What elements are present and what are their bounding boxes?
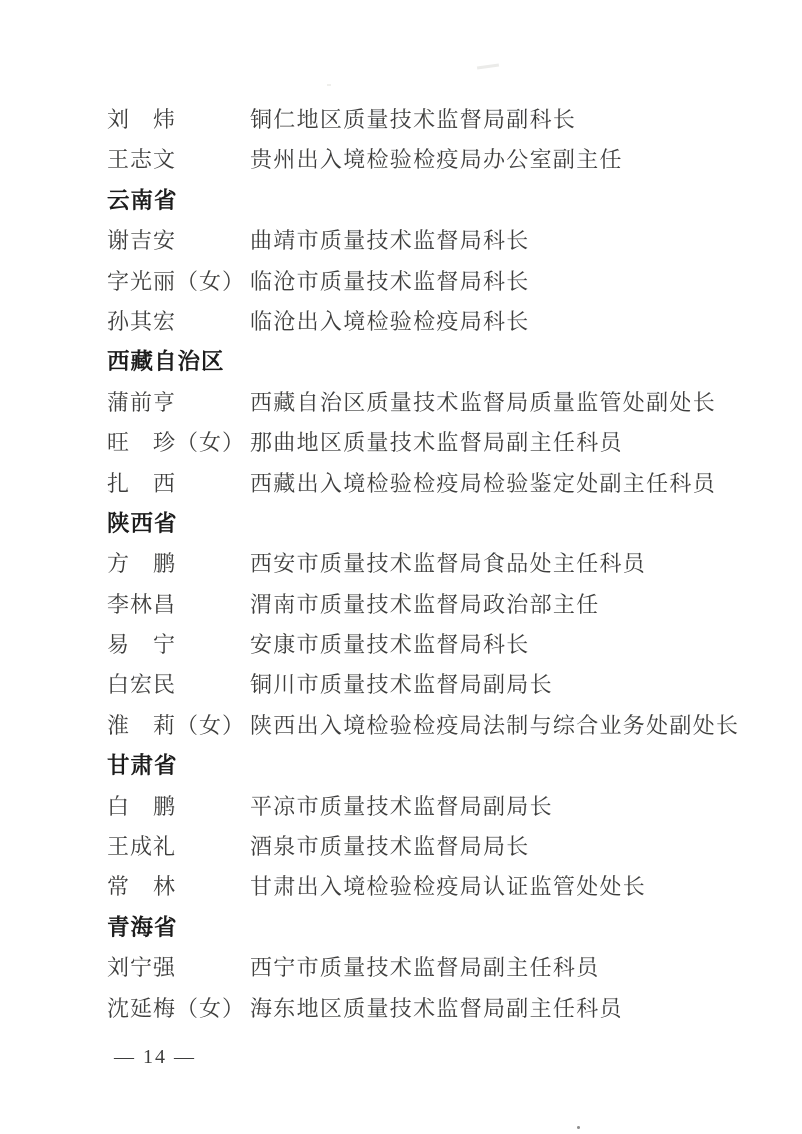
person-title: 渭南市质量技术监督局政治部主任: [250, 591, 600, 617]
roster-row: [107, 423, 757, 463]
roster-row: [107, 827, 757, 867]
person-name: 刘宁强: [107, 955, 177, 981]
roster-row: [107, 140, 757, 180]
person-name: 李林昌: [107, 591, 177, 617]
person-title: 那曲地区质量技术监督局副主任科员: [250, 430, 623, 456]
scan-artifact: [327, 84, 331, 86]
scan-artifact: [577, 1126, 580, 1129]
person-name: 淮 莉（女）: [107, 712, 246, 738]
page-footer: [114, 1044, 196, 1070]
person-title: 西宁市质量技术监督局副主任科员: [250, 955, 600, 981]
province-name: 西藏自治区: [107, 349, 225, 375]
person-name: 旺 珍（女）: [107, 430, 246, 456]
roster-row: [107, 383, 757, 423]
person-title: 海东地区质量技术监督局副主任科员: [250, 995, 623, 1021]
province-header: [107, 746, 757, 786]
person-name: 易 宁: [107, 632, 177, 658]
person-title: 西藏出入境检验检疫局检验鉴定处副主任科员: [250, 470, 717, 496]
person-name: 常 林: [107, 874, 177, 900]
person-title: 曲靖市质量技术监督局科长: [250, 228, 530, 254]
scan-artifact: [477, 63, 499, 69]
person-title: 临沧市质量技术监督局科长: [250, 268, 530, 294]
roster-row: [107, 464, 757, 504]
person-title: 酒泉市质量技术监督局局长: [250, 834, 530, 860]
roster-list: [107, 100, 757, 1029]
province-header: [107, 908, 757, 948]
person-name: 沈延梅（女）: [107, 995, 246, 1021]
province-header: [107, 342, 757, 382]
person-name: 孙其宏: [107, 308, 177, 334]
roster-row: [107, 302, 757, 342]
person-title: 平凉市质量技术监督局副局长: [250, 793, 553, 819]
roster-row: [107, 867, 757, 907]
person-name: 白宏民: [107, 672, 177, 698]
roster-row: [107, 625, 757, 665]
person-title: 铜仁地区质量技术监督局副科长: [250, 107, 577, 132]
person-title: 西藏自治区质量技术监督局质量监管处副处长: [250, 389, 717, 415]
person-name: 刘 炜: [107, 107, 177, 132]
roster-row: [107, 706, 757, 746]
person-name: 字光丽（女）: [107, 268, 246, 294]
person-name: 白 鹏: [107, 793, 177, 819]
person-title: 陕西出入境检验检疫局法制与综合业务处副处长: [250, 712, 740, 738]
province-name: 云南省: [107, 187, 178, 213]
roster-row: [107, 100, 757, 140]
province-name: 甘肃省: [107, 753, 178, 779]
roster-row: [107, 221, 757, 261]
province-header: [107, 504, 757, 544]
roster-row: [107, 262, 757, 302]
roster-row: [107, 787, 757, 827]
person-title: 甘肃出入境检验检疫局认证监管处处长: [250, 874, 647, 900]
person-name: 蒲前亨: [107, 389, 177, 415]
person-title: 贵州出入境检验检疫局办公室副主任: [250, 147, 623, 173]
province-header: [107, 181, 757, 221]
province-name: 陕西省: [107, 510, 178, 536]
province-name: 青海省: [107, 914, 178, 940]
person-name: 扎 西: [107, 470, 177, 496]
person-name: 王成礼: [107, 834, 177, 860]
person-name: 谢吉安: [107, 228, 177, 254]
person-title: 铜川市质量技术监督局副局长: [250, 672, 553, 698]
roster-row: [107, 585, 757, 625]
person-title: 安康市质量技术监督局科长: [250, 632, 530, 658]
person-name: 方 鹏: [107, 551, 177, 577]
roster-row: [107, 665, 757, 705]
person-title: 临沧出入境检验检疫局科长: [250, 308, 530, 334]
roster-row: [107, 948, 757, 988]
page-number: — 14 —: [114, 1046, 196, 1068]
roster-row: [107, 989, 757, 1029]
roster-row: [107, 544, 757, 584]
person-name: 王志文: [107, 147, 177, 173]
person-title: 西安市质量技术监督局食品处主任科员: [250, 551, 647, 577]
